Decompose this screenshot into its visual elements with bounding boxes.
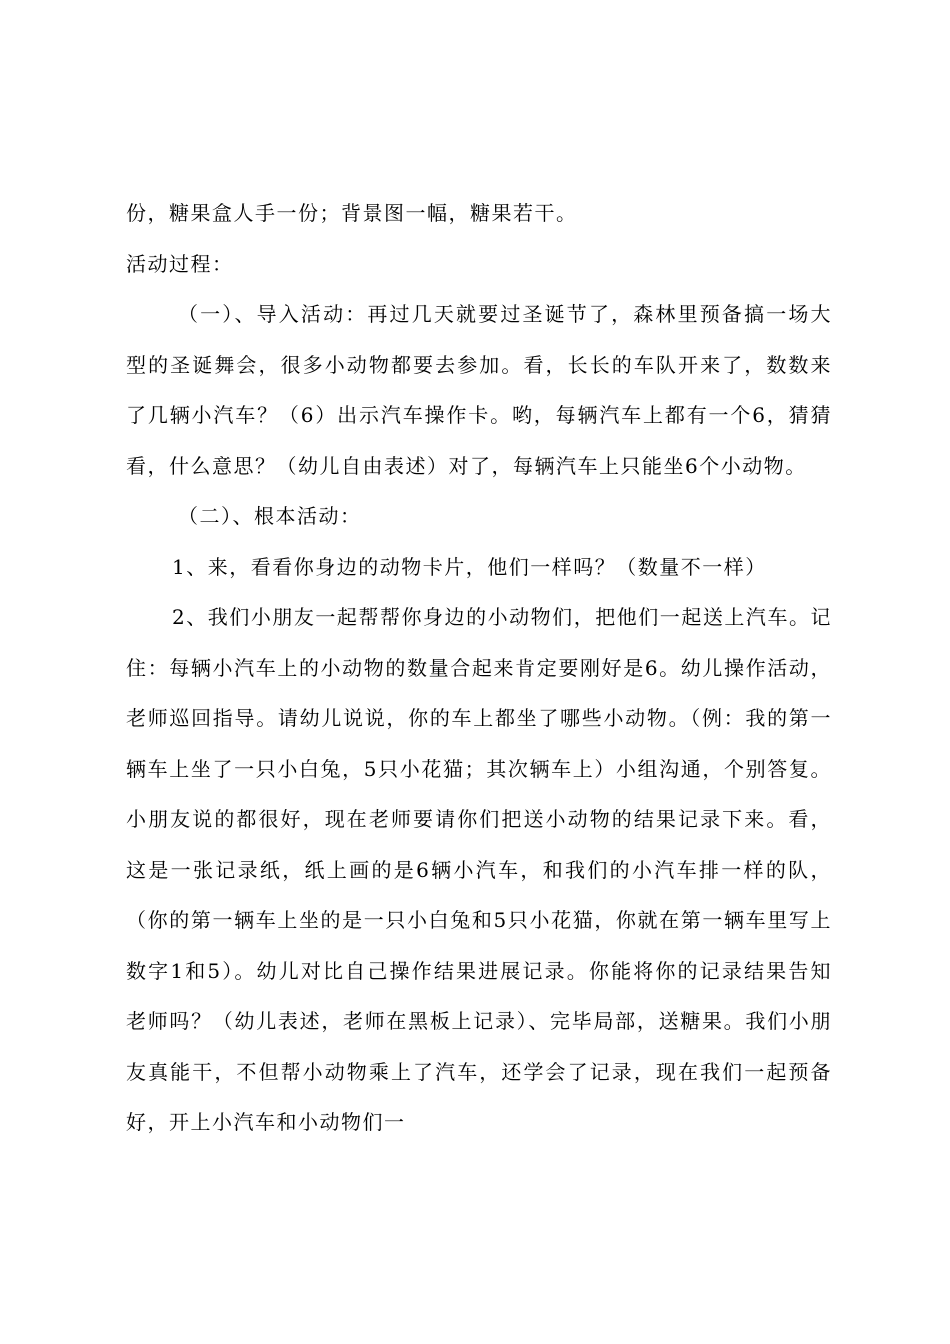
paragraph-step-1: 1、来，看看你身边的动物卡片，他们一样吗？（数量不一样） xyxy=(172,554,767,579)
heading-activity-process: 活动过程： xyxy=(126,251,234,276)
paragraph-intro-activity: （一）、导入活动：再过几天就要过圣诞节了，森林里预备搞一场大型的圣诞舞会，很多小动物都要去参加。看，长长的车队开来了，数数来了几辆小汽车？（6）出示汽车操作卡。哟，每辆汽车上都有一个6，猜猜看，什么意思？（幼儿自由表述）对了，每辆汽车上只能坐6个小动物。 xyxy=(126,302,832,478)
document-body xyxy=(126,188,832,1148)
heading-basic-activity: （二）、根本活动： xyxy=(178,504,362,528)
paragraph-step-2: 2、我们小朋友一起帮帮你身边的小动物们，把他们一起送上汽车。记住：每辆小汽车上的小动物的数量合起来肯定要刚好是6。幼儿操作活动，老师巡回指导。请幼儿说说，你的车上都坐了哪些小动物。（例：我的第一辆车上坐了一只小白兔，5只小花猫；其次辆车上）小组沟通，个别答复。小朋友说的都很好，现在老师要请你们把送小动物的结果记录下来。看，这是一张记录纸，纸上画的是6辆小汽车，和我们的小汽车排一样的队，（你的第一辆车上坐的是一只小白兔和5只小花猫，你就在第一辆车里写上数字1和5）。幼儿对比自己操作结果进展记录。你能将你的记录结果告知老师吗？（幼儿表述，老师在黑板上记录）、完毕局部，送糖果。我们小朋友真能干，不但帮小动物乘上了汽车，还学会了记录，现在我们一起预备好，开上小汽车和小动物们一 xyxy=(126,605,832,1134)
paragraph-materials-continued: 份，糖果盒人手一份；背景图一幅，糖果若干。 xyxy=(126,201,578,225)
